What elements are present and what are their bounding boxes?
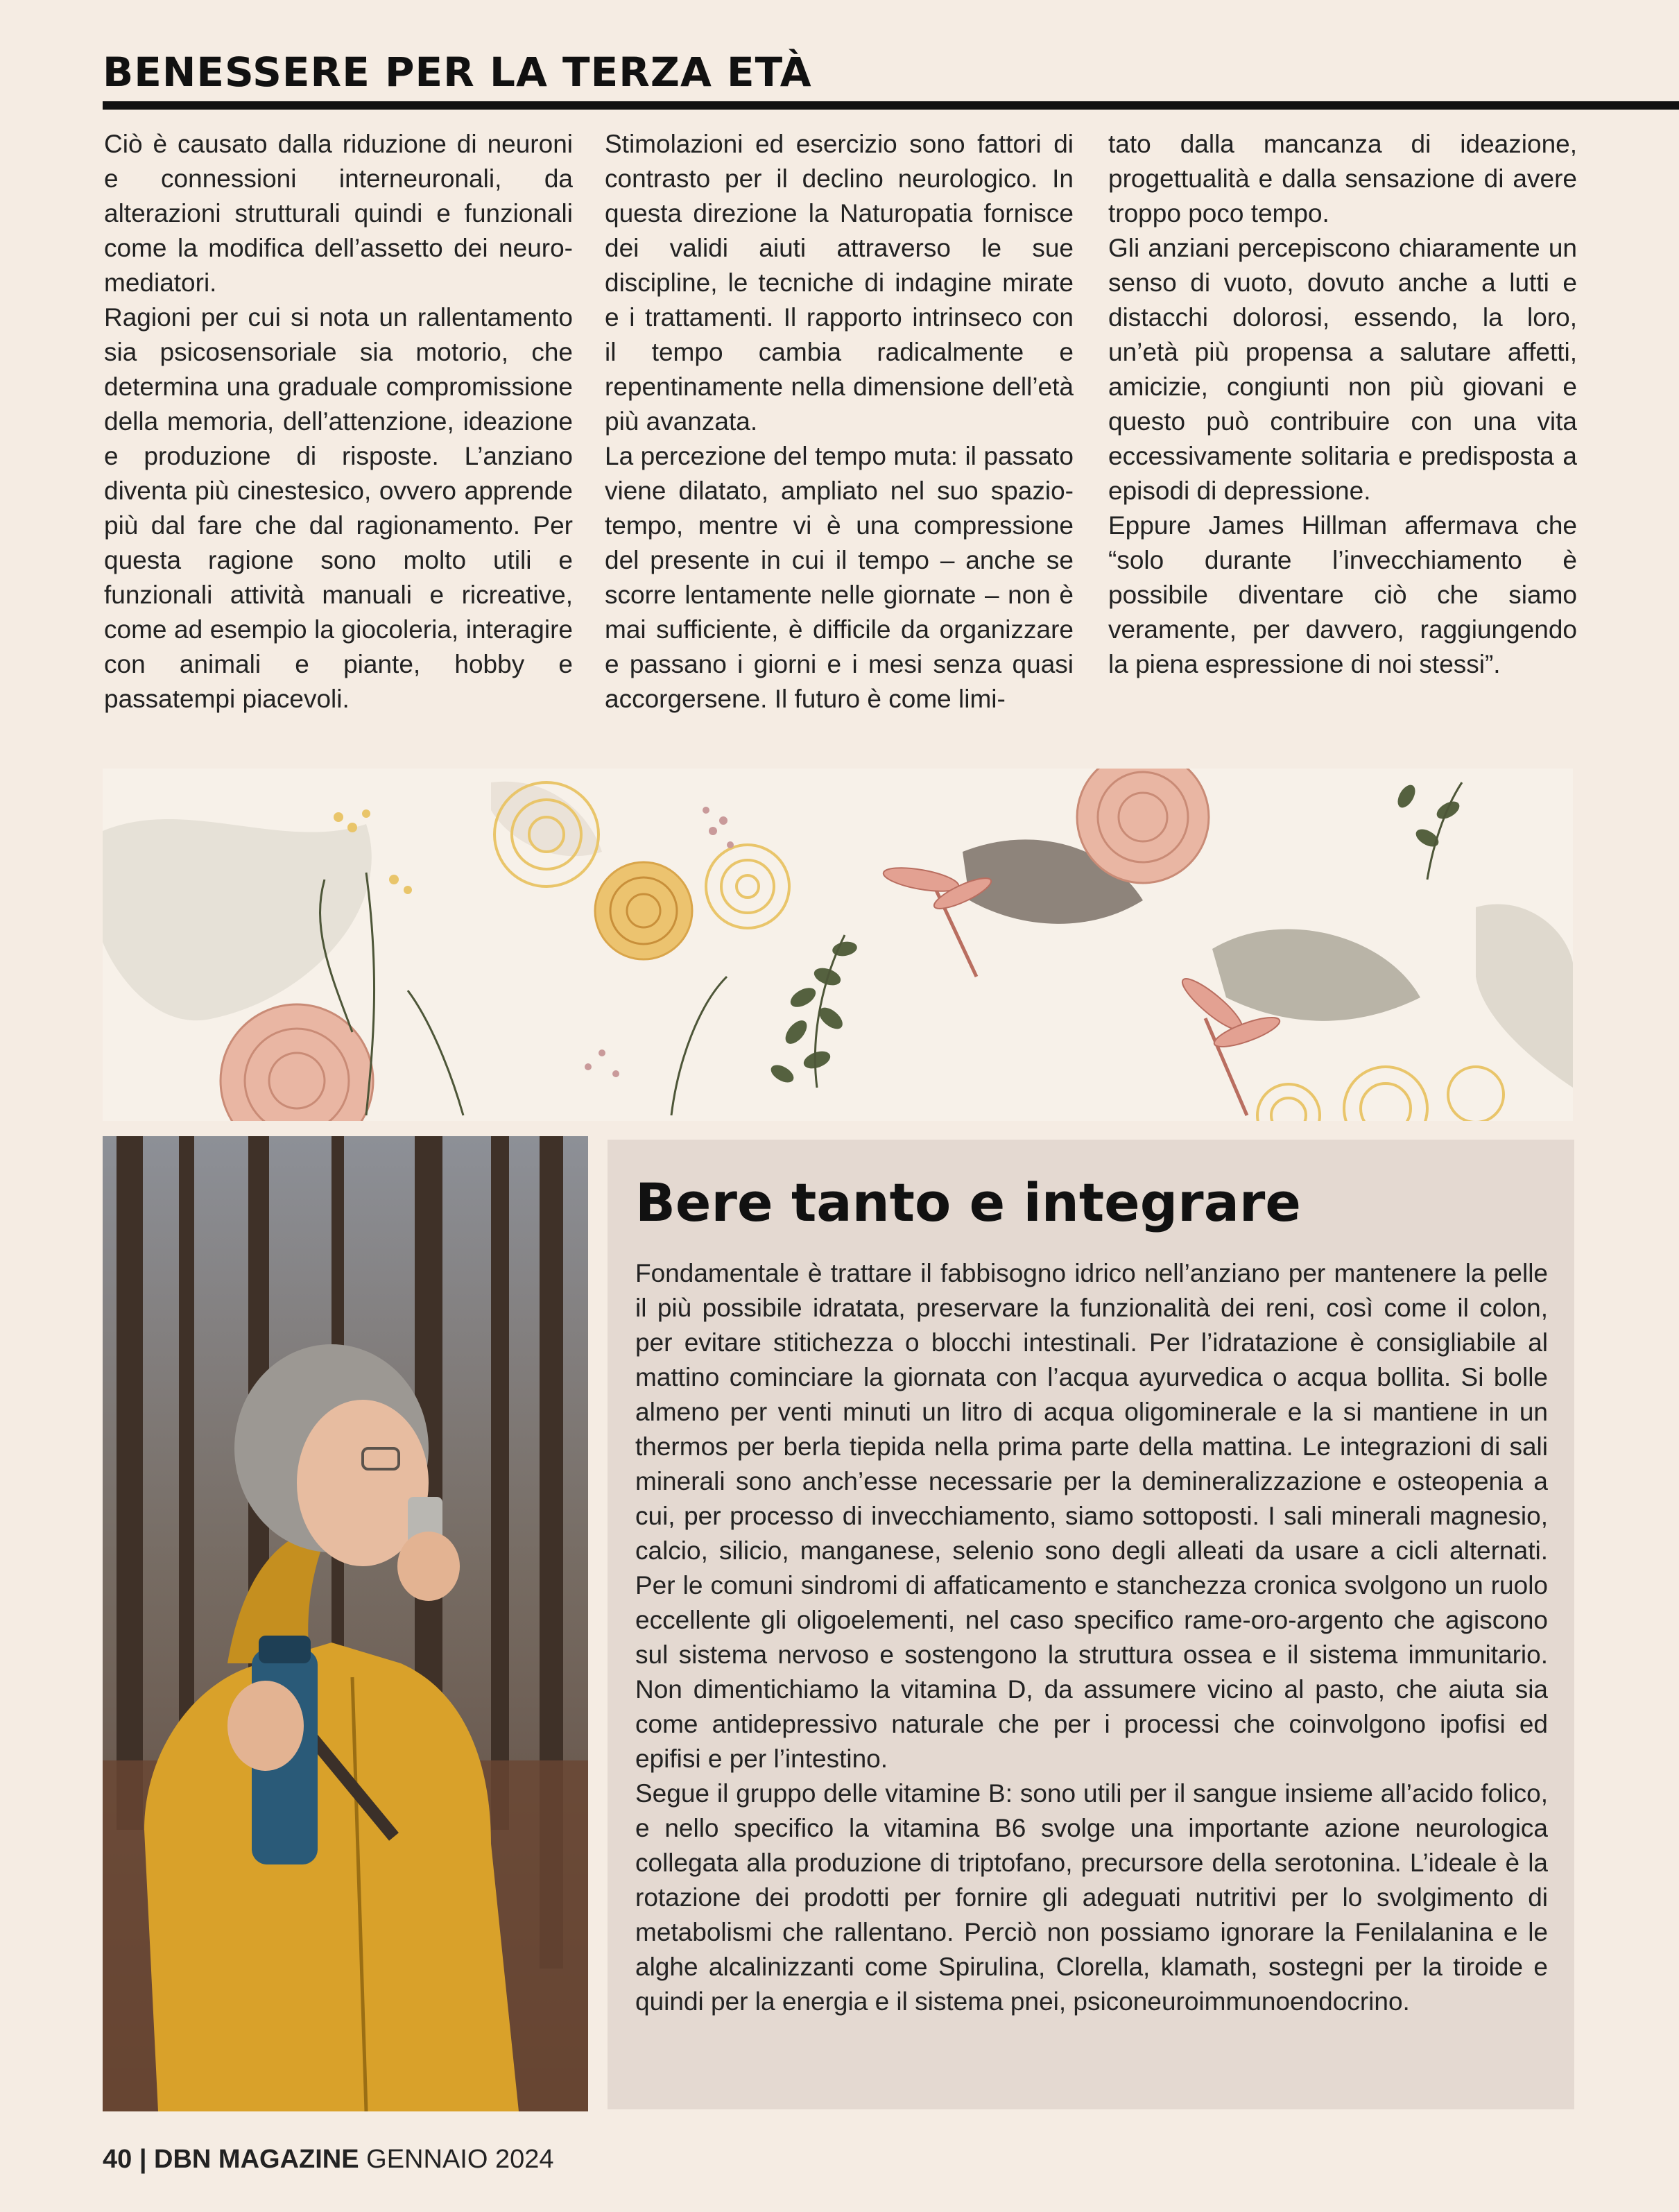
sidebar-box <box>608 1140 1574 2109</box>
box-body <box>635 1256 1548 2019</box>
paragraph: Fondamentale è trattare il fabbisogno idrico nell’anziano per mantenere la pelle il più possibile idratata, preservare la funzionalità dei reni, così come il colon, per evitare stitichezza o blocchi intestinali. Per l’idratazione è consigliabile al mattino cominciare la giornata con l’acqua ayurvedica o acqua bollita. Si bolle almeno per venti minuti un litro di acqua oligominerale e la si mantiene in un thermos per berla tiepida nella prima parte della mattina. Le integrazioni di sali minerali sono anch’esse necessarie per la demineralizzazione e osteopenia a cui, per processo di invecchiamento, siamo sottoposti. I sali minerali magnesio, calcio, silicio, manganese, selenio sono degli alleati da usare a cicli alternati. Per le comuni sindromi di affaticamento e stanchezza cronica svolgono un ruolo eccellente gli oligoelementi, nel caso specifico rame-oro-argento che agiscono sul sistema nervoso e sostengono la struttura ossea e il sistema immunitario. Non dimentichiamo la vitamina D, da assumere vicino al pasto, che aiuta sia come antidepressivo naturale che per i processi che coinvolgono ipofisi ed epifisi e per l’intestino. <box>635 1259 1548 1773</box>
floral-illustration <box>103 769 1573 1121</box>
text-column-2 <box>605 127 1074 717</box>
text-column-3 <box>1108 127 1577 682</box>
paragraph: tato dalla mancanza di ideazione, progettualità e dalla sensazione di avere troppo poco tempo. <box>1108 130 1577 228</box>
paragraph: Stimolazioni ed esercizio sono fattori di contrasto per il declino neurologico. In questa direzione la Naturopatia fornisce dei validi aiuti attraverso le sue discipline, le tecniche di indagine mirate e i trattamenti. Il rapporto intrinseco con il tempo cambia radicalmente e repentinamente nella dimensione dell’età più avanzata. <box>605 130 1074 436</box>
page-number: 40 <box>103 2145 132 2174</box>
paragraph: La percezione del tempo muta: il passato viene dilatato, ampliato nel suo spazio-tempo, mentre vi è una compressione del presente in cui il tempo – anche se scorre lentamente nelle giornate – non è mai sufficiente, è difficile da organizzare e passano i giorni e i mesi senza quasi accorgersene. Il futuro è come limi- <box>605 442 1074 713</box>
page-footer <box>103 2145 554 2175</box>
header-rule <box>103 101 1679 110</box>
footer-separator: | <box>139 2145 147 2174</box>
magazine-name: DBN MAGAZINE <box>154 2145 359 2174</box>
paragraph: Segue il gruppo delle vitamine B: sono utili per il sangue insieme all’acido folico, e nello specifico la vitamina B6 svolge una importante azione neurologica collegata alla produzione di triptofano, precursore della serotonina. L’ideale è la rotazione dei prodotti per fornire gli adeguati nutritivi per lo svolgimento di metabolismi che rallentano. Perciò non possiamo ignorare la Fenilalanina e le alghe alcalinizzanti come Spirulina, Clorella, klamath, sostegni per la tiroide e quindi per la energia e il sistema pnei, psiconeuroimmunoendocrino. <box>635 1779 1548 2016</box>
text-column-1 <box>104 127 573 717</box>
box-title: Bere tanto e integrare <box>635 1172 1301 1233</box>
paragraph: Ciò è causato dalla riduzione di neuroni e connessioni interneuronali, da alterazioni strutturali quindi e funzionali come la modifica dell’assetto dei neuro-mediatori. <box>104 130 573 297</box>
paragraph: Ragioni per cui si nota un rallentamento sia psicosensoriale sia motorio, che determina una graduale compromissione della memoria, dell’attenzione, ideazione e produzione di risposte. L’anziano diventa più cinestesico, ovvero apprende più dal fare che dal ragionamento. Per questa ragione sono molto utili e funzionali attività manuali e ricreative, come ad esempio la giocoleria, interagire con animali e piante, hobby e passatempi piacevoli. <box>104 303 573 713</box>
paragraph: Gli anziani percepiscono chiaramente un senso di vuoto, dovuto anche a lutti e distacchi dolorosi, essendo, la loro, un’età più propensa a salutare affetti, amicizie, congiunti non più giovani e questo può contribuire con una vita eccessivamente solitaria e predisposta a episodi di depressione. <box>1108 234 1577 505</box>
section-title: BENESSERE PER LA TERZA ETÀ <box>103 49 812 96</box>
paragraph: Eppure James Hillman affermava che “solo durante l’invecchiamento è possibile diventare ciò che siamo veramente, per davvero, raggiungendo la piena espressione di noi stessi”. <box>1108 511 1577 678</box>
photo-woman-drinking <box>103 1136 588 2111</box>
issue-date: GENNAIO 2024 <box>366 2145 554 2174</box>
